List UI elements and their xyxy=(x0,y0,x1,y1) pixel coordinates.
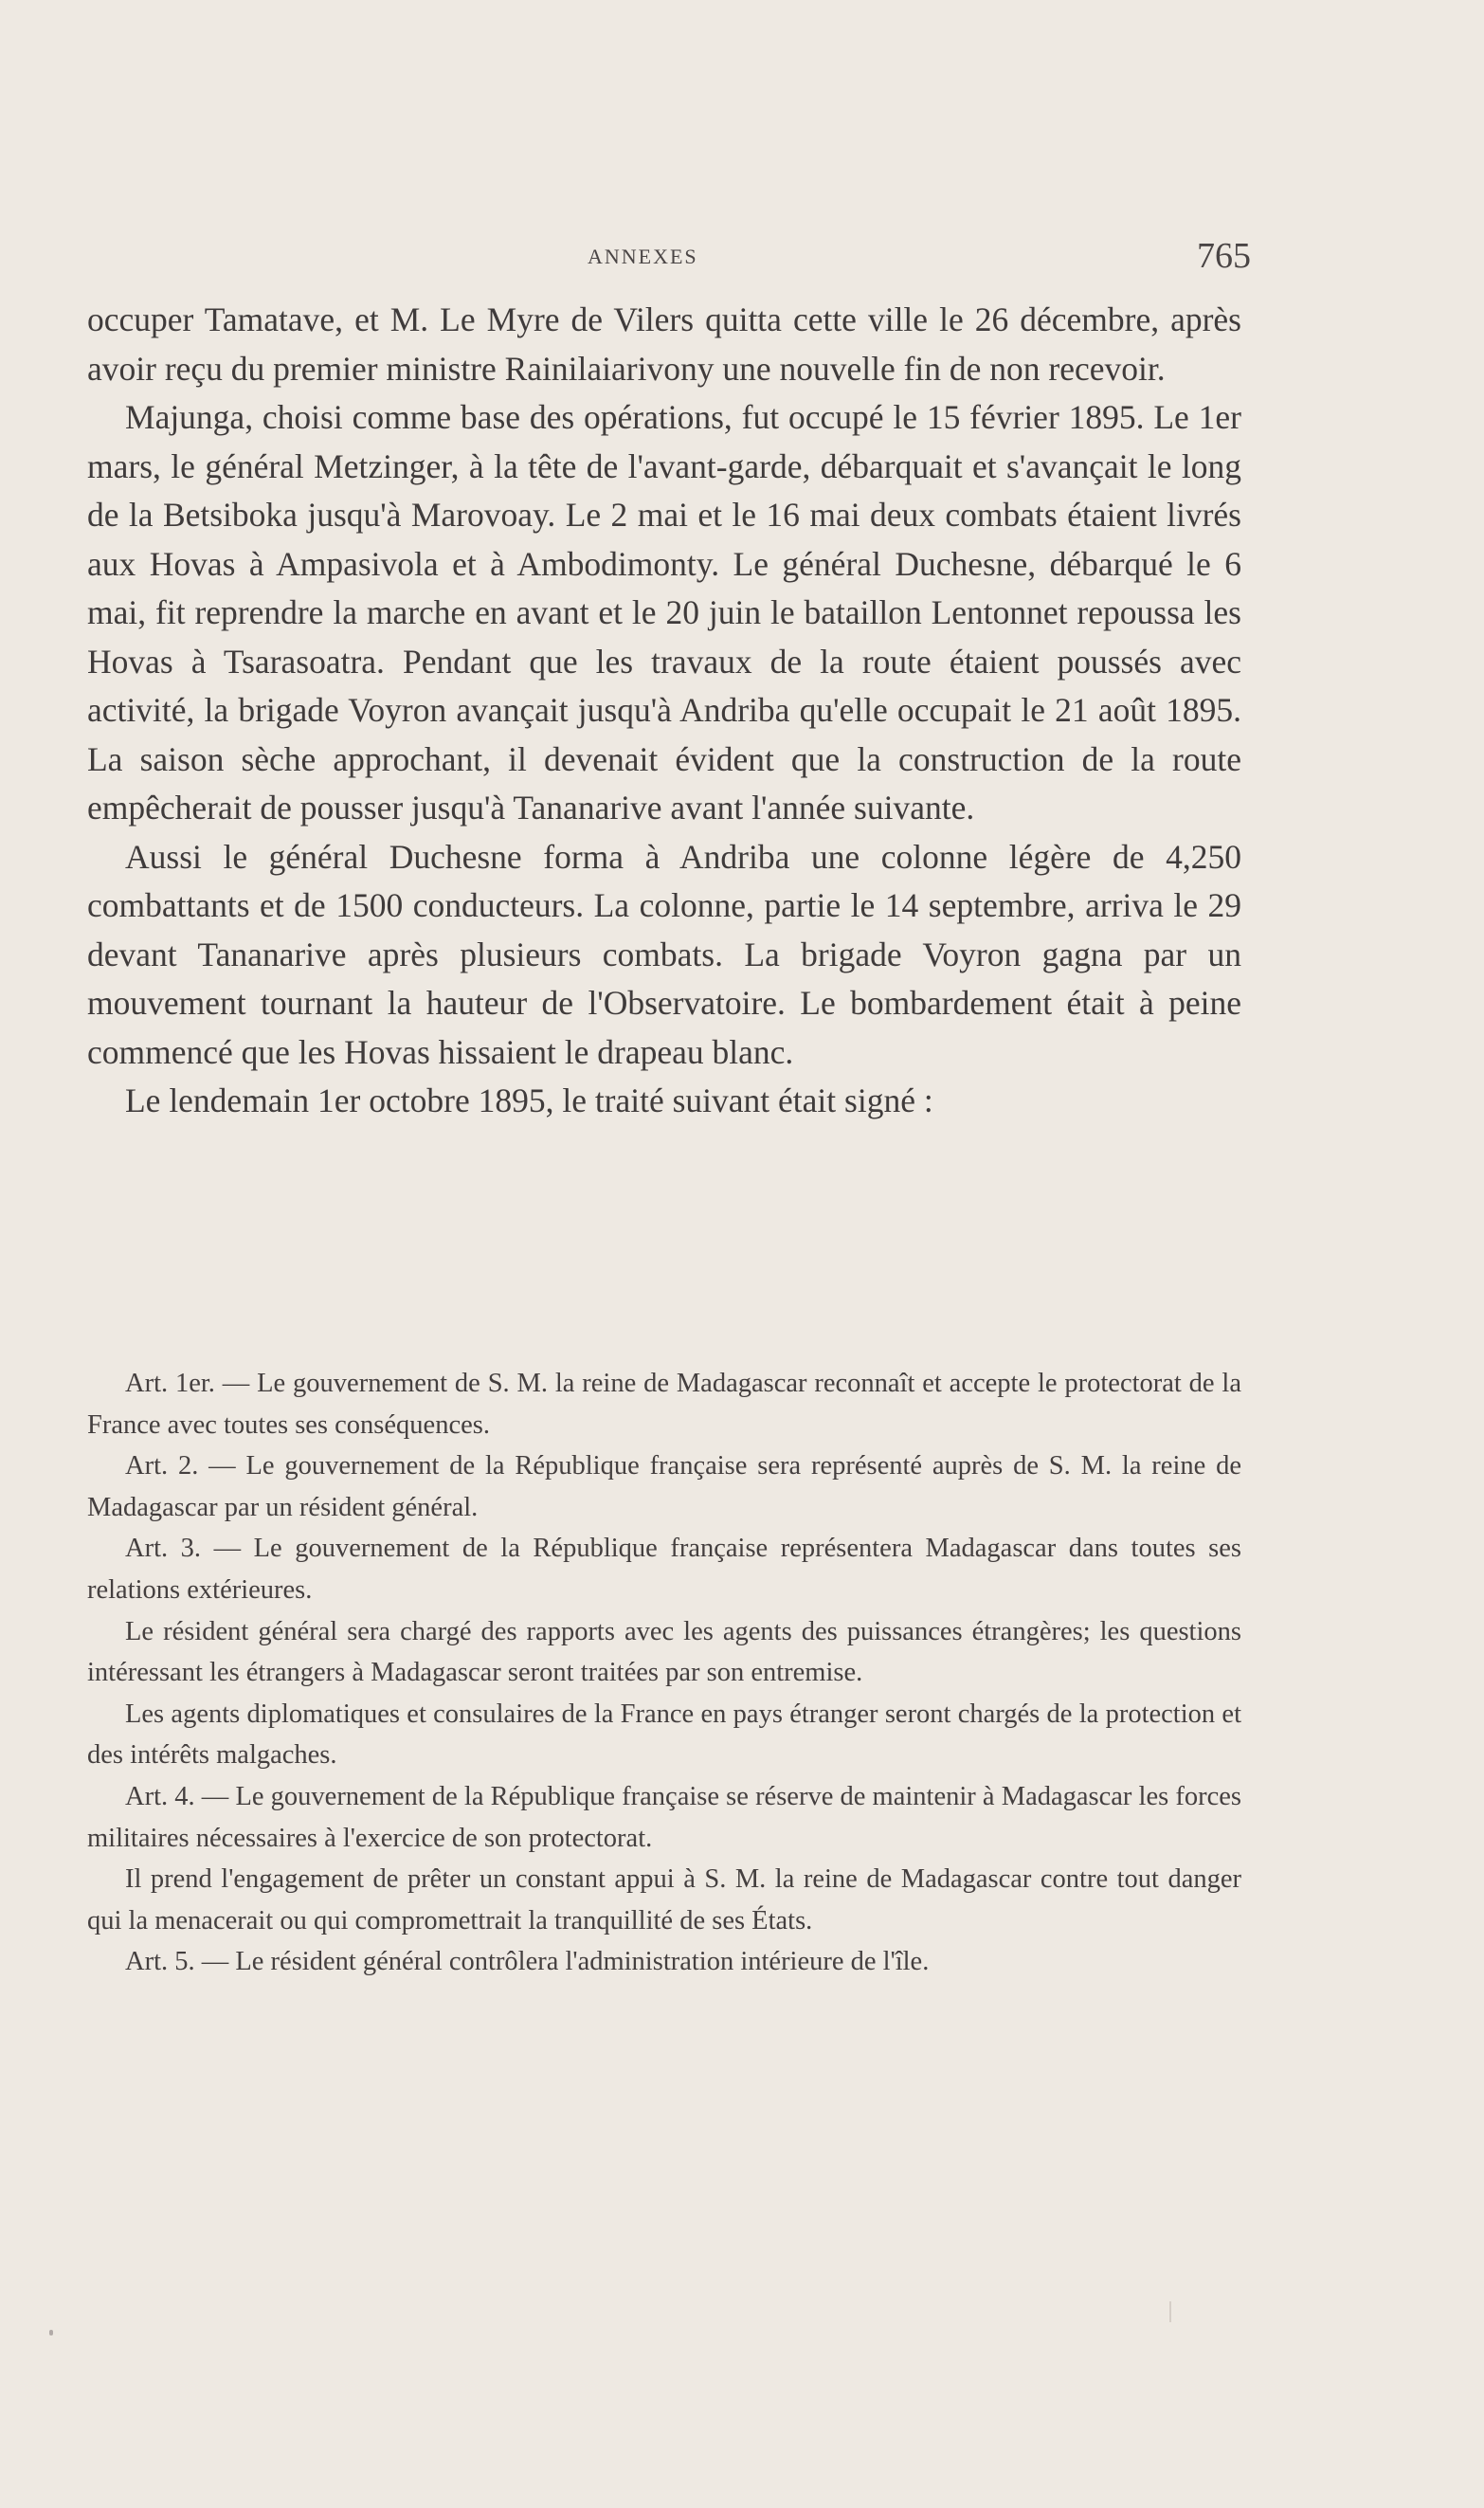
treaty-article: Art. 2. — Le gouvernement de la République française sera représenté auprès de S. M. la reine de Madagascar par un résident général. xyxy=(87,1451,1241,1522)
paper-mark xyxy=(1169,2301,1171,2322)
treaty-text xyxy=(87,1363,1241,1983)
treaty-paragraph: Le résident général sera chargé des rapports avec les agents des puissances étrangères; les questions intéressant les étrangers à Madagascar seront traitées par son entremise. xyxy=(87,1616,1241,1688)
main-text xyxy=(87,296,1241,1126)
treaty-paragraph: Les agents diplomatiques et consulaires de la France en pays étranger seront chargés de la protection et des intérêts malgaches. xyxy=(87,1699,1241,1771)
treaty-article: Art. 1er. — Le gouvernement de S. M. la reine de Madagascar reconnaît et accepte le protectorat de la France avec toutes ses conséquences. xyxy=(87,1369,1241,1440)
paper-speck xyxy=(49,2330,53,2335)
paragraph: Le lendemain 1er octobre 1895, le traité suivant était signé : xyxy=(125,1081,933,1119)
treaty-article: Art. 5. — Le résident général contrôlera l'administration intérieure de l'île. xyxy=(125,1947,930,1977)
paragraph: Majunga, choisi comme base des opérations, fut occupé le 15 février 1895. Le 1er mars, le général Metzinger, à la tête de l'avant-garde, débarquait et s'avançait le long de la Betsiboka jusqu'à Marovoay. Le 2 mai et le 16 mai deux combats étaient livrés aux Hovas à Ampasivola et à Ambodimonty. Le général Duchesne, débarqué le 6 mai, fit reprendre la marche en avant et le 20 juin le bataillon Lentonnet repoussa les Hovas à Tsarasoatra. Pendant que les travaux de la route étaient poussés avec activité, la brigade Voyron avançait jusqu'à Andriba qu'elle occupait le 21 août 1895. La saison sèche approchant, il devenait évident que la construction de la route empêcherait de pousser jusqu'à Tananarive avant l'année suivante. xyxy=(87,398,1241,827)
running-title: ANNEXES xyxy=(588,245,698,268)
treaty-article: Art. 3. — Le gouvernement de la République française représentera Madagascar dans toutes ses relations extérieures. xyxy=(87,1534,1241,1605)
treaty-paragraph: Il prend l'engagement de prêter un constant appui à S. M. la reine de Madagascar contre tout danger qui la menacerait ou qui compromettrait la tranquillité de ses États. xyxy=(87,1864,1241,1936)
running-head xyxy=(114,235,1251,276)
paragraph: occuper Tamatave, et M. Le Myre de Vilers quitta cette ville le 26 décembre, après avoir reçu du premier ministre Rainilaiarivony une nouvelle fin de non recevoir. xyxy=(87,300,1241,388)
treaty-article: Art. 4. — Le gouvernement de la République française se réserve de maintenir à Madagascar les forces militaires nécessaires à l'exercice de son protectorat. xyxy=(87,1781,1241,1853)
page-number: 765 xyxy=(1197,236,1251,276)
paragraph: Aussi le général Duchesne forma à Andriba une colonne légère de 4,250 combattants et de 1500 conducteurs. La colonne, partie le 14 septembre, arriva le 29 devant Tananarive après plusieurs combats. La brigade Voyron gagna par un mouvement tournant la hauteur de l'Observatoire. Le bombardement était à peine commencé que les Hovas hissaient le drapeau blanc. xyxy=(87,837,1241,1071)
